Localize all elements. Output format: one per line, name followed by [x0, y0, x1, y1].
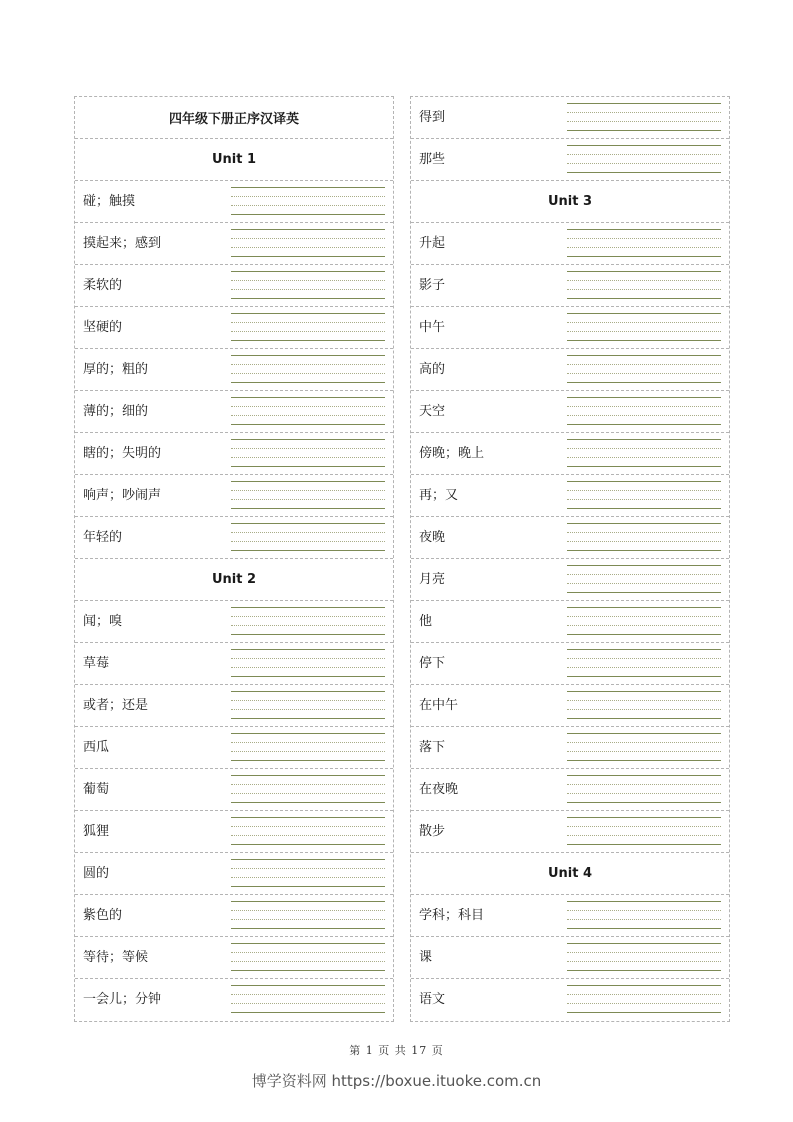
- vocab-row: [75, 853, 393, 895]
- guide-line: [231, 196, 385, 197]
- guide-line: [567, 817, 721, 818]
- guide-line: [567, 289, 721, 290]
- vocab-row: [75, 517, 393, 559]
- guide-line: [567, 1012, 721, 1013]
- answer-writing-lines[interactable]: [567, 727, 721, 768]
- guide-line: [231, 457, 385, 458]
- guide-line: [231, 271, 385, 272]
- guide-line: [567, 340, 721, 341]
- vocab-row: [75, 433, 393, 475]
- guide-line: [567, 835, 721, 836]
- answer-writing-lines[interactable]: [231, 601, 385, 642]
- guide-line: [567, 238, 721, 239]
- guide-line: [567, 928, 721, 929]
- guide-line: [567, 163, 721, 164]
- guide-line: [567, 919, 721, 920]
- guide-line: [231, 802, 385, 803]
- guide-line: [567, 364, 721, 365]
- chinese-term: 狐狸: [83, 824, 110, 839]
- answer-writing-lines[interactable]: [567, 811, 721, 852]
- right-vocab-table: [410, 96, 730, 1022]
- answer-writing-lines[interactable]: [231, 727, 385, 768]
- guide-line: [567, 691, 721, 692]
- guide-line: [231, 961, 385, 962]
- guide-line: [231, 238, 385, 239]
- answer-writing-lines[interactable]: [567, 685, 721, 726]
- guide-line: [231, 910, 385, 911]
- vocab-row: [411, 601, 729, 643]
- guide-line: [567, 751, 721, 752]
- chinese-term: 他: [419, 614, 433, 629]
- guide-line: [231, 928, 385, 929]
- guide-line: [567, 658, 721, 659]
- answer-writing-lines[interactable]: [231, 223, 385, 264]
- guide-line: [567, 103, 721, 104]
- guide-line: [567, 1003, 721, 1004]
- chinese-term: 摸起来；感到: [83, 236, 162, 251]
- chinese-term: 厚的；粗的: [83, 362, 149, 377]
- answer-writing-lines[interactable]: [231, 475, 385, 516]
- chinese-term: 响声；吵闹声: [83, 488, 162, 503]
- guide-line: [231, 373, 385, 374]
- guide-line: [231, 676, 385, 677]
- guide-line: [567, 952, 721, 953]
- chinese-term: 或者；还是: [83, 698, 149, 713]
- vocab-row: [75, 769, 393, 811]
- chinese-term: 再；又: [419, 488, 459, 503]
- guide-line: [231, 280, 385, 281]
- guide-line: [231, 355, 385, 356]
- vocab-row: [75, 685, 393, 727]
- answer-writing-lines[interactable]: [567, 559, 721, 600]
- guide-line: [231, 952, 385, 953]
- guide-line: [567, 550, 721, 551]
- guide-line: [567, 121, 721, 122]
- guide-line: [231, 382, 385, 383]
- answer-writing-lines[interactable]: [231, 391, 385, 432]
- guide-line: [231, 364, 385, 365]
- guide-line: [231, 205, 385, 206]
- guide-line: [231, 247, 385, 248]
- unit-header: Unit 3: [411, 181, 729, 223]
- guide-line: [231, 1003, 385, 1004]
- guide-line: [231, 859, 385, 860]
- guide-line: [567, 565, 721, 566]
- guide-line: [231, 868, 385, 869]
- guide-line: [567, 481, 721, 482]
- guide-line: [567, 499, 721, 500]
- guide-line: [567, 676, 721, 677]
- chinese-term: 影子: [419, 278, 446, 293]
- guide-line: [567, 424, 721, 425]
- chinese-term: 高的: [419, 362, 446, 377]
- guide-line: [567, 112, 721, 113]
- guide-line: [567, 970, 721, 971]
- vocab-row: [75, 601, 393, 643]
- guide-line: [231, 439, 385, 440]
- guide-line: [567, 271, 721, 272]
- answer-writing-lines[interactable]: [567, 895, 721, 936]
- guide-line: [567, 466, 721, 467]
- vocab-row: [411, 643, 729, 685]
- guide-line: [231, 919, 385, 920]
- answer-writing-lines[interactable]: [567, 223, 721, 264]
- vocab-row: [75, 475, 393, 517]
- guide-line: [567, 826, 721, 827]
- chinese-term: 语文: [419, 992, 446, 1007]
- guide-line: [231, 649, 385, 650]
- guide-line: [231, 877, 385, 878]
- chinese-term: 在中午: [419, 698, 459, 713]
- guide-line: [231, 835, 385, 836]
- chinese-term: 升起: [419, 236, 446, 251]
- answer-writing-lines[interactable]: [231, 937, 385, 978]
- answer-writing-lines[interactable]: [231, 895, 385, 936]
- answer-writing-lines[interactable]: [567, 601, 721, 642]
- chinese-term: 圆的: [83, 866, 110, 881]
- answer-writing-lines[interactable]: [567, 433, 721, 474]
- answer-writing-lines[interactable]: [567, 937, 721, 978]
- chinese-term: 学科；科目: [419, 908, 485, 923]
- guide-line: [567, 373, 721, 374]
- guide-line: [567, 532, 721, 533]
- guide-line: [231, 340, 385, 341]
- vocab-row: [75, 643, 393, 685]
- guide-line: [231, 793, 385, 794]
- page-indicator: 第 1 页 共 17 页: [349, 1044, 444, 1057]
- answer-writing-lines[interactable]: [231, 811, 385, 852]
- guide-line: [231, 667, 385, 668]
- guide-line: [231, 448, 385, 449]
- guide-line: [567, 844, 721, 845]
- vocab-row: [411, 895, 729, 937]
- chinese-term: 坚硬的: [83, 320, 123, 335]
- answer-writing-lines[interactable]: [231, 181, 385, 222]
- chinese-term: 紫色的: [83, 908, 123, 923]
- guide-line: [231, 1012, 385, 1013]
- guide-line: [231, 397, 385, 398]
- guide-line: [567, 649, 721, 650]
- vocab-row: [411, 223, 729, 265]
- answer-writing-lines[interactable]: [231, 433, 385, 474]
- guide-line: [567, 313, 721, 314]
- chinese-term: 傍晚；晚上: [419, 446, 485, 461]
- guide-line: [567, 541, 721, 542]
- vocab-row: [411, 265, 729, 307]
- vocab-row: [411, 433, 729, 475]
- answer-writing-lines[interactable]: [231, 685, 385, 726]
- vocab-row: [411, 979, 729, 1021]
- guide-line: [567, 130, 721, 131]
- chinese-term: 落下: [419, 740, 446, 755]
- chinese-term: 散步: [419, 824, 446, 839]
- guide-line: [567, 382, 721, 383]
- guide-line: [231, 607, 385, 608]
- guide-line: [567, 322, 721, 323]
- guide-line: [231, 775, 385, 776]
- guide-line: [231, 406, 385, 407]
- guide-line: [567, 457, 721, 458]
- vocab-row: [411, 727, 729, 769]
- answer-writing-lines[interactable]: [231, 307, 385, 348]
- guide-line: [231, 466, 385, 467]
- guide-line: [567, 910, 721, 911]
- guide-line: [567, 961, 721, 962]
- guide-line: [231, 625, 385, 626]
- guide-line: [231, 709, 385, 710]
- vocab-row: [75, 979, 393, 1021]
- guide-line: [231, 634, 385, 635]
- guide-line: [231, 760, 385, 761]
- guide-line: [231, 499, 385, 500]
- guide-line: [231, 985, 385, 986]
- vocab-row: [75, 181, 393, 223]
- guide-line: [231, 298, 385, 299]
- document-title: 四年级下册正序汉译英: [75, 97, 393, 139]
- vocab-row: [411, 559, 729, 601]
- guide-line: [567, 298, 721, 299]
- guide-line: [231, 214, 385, 215]
- guide-line: [567, 943, 721, 944]
- guide-line: [567, 523, 721, 524]
- guide-line: [567, 709, 721, 710]
- guide-line: [231, 733, 385, 734]
- guide-line: [567, 802, 721, 803]
- chinese-term: 停下: [419, 656, 446, 671]
- chinese-term: 碰；触摸: [83, 194, 136, 209]
- guide-line: [231, 532, 385, 533]
- answer-writing-lines[interactable]: [567, 307, 721, 348]
- vocab-row: [75, 811, 393, 853]
- guide-line: [567, 718, 721, 719]
- answer-writing-lines[interactable]: [567, 139, 721, 180]
- vocab-row: [75, 223, 393, 265]
- chinese-term: 课: [419, 950, 433, 965]
- chinese-term: 一会儿；分钟: [83, 992, 162, 1007]
- guide-line: [567, 355, 721, 356]
- answer-writing-lines[interactable]: [231, 349, 385, 390]
- chinese-term: 月亮: [419, 572, 446, 587]
- chinese-term: 西瓜: [83, 740, 110, 755]
- guide-line: [567, 145, 721, 146]
- left-vocab-table: [74, 96, 394, 1022]
- guide-line: [567, 700, 721, 701]
- guide-line: [231, 313, 385, 314]
- vocab-row: [411, 391, 729, 433]
- vocab-row: [411, 349, 729, 391]
- chinese-term: 闻；嗅: [83, 614, 123, 629]
- unit-header: Unit 2: [75, 559, 393, 601]
- answer-writing-lines[interactable]: [231, 853, 385, 894]
- guide-line: [231, 424, 385, 425]
- vocab-row: [411, 139, 729, 181]
- vocab-row: [75, 727, 393, 769]
- answer-writing-lines[interactable]: [231, 979, 385, 1020]
- guide-line: [567, 331, 721, 332]
- guide-line: [231, 700, 385, 701]
- vocab-row: [75, 391, 393, 433]
- unit-header: Unit 1: [75, 139, 393, 181]
- answer-writing-lines[interactable]: [231, 769, 385, 810]
- guide-line: [231, 415, 385, 416]
- answer-writing-lines[interactable]: [567, 349, 721, 390]
- guide-line: [567, 634, 721, 635]
- guide-line: [567, 793, 721, 794]
- vocab-row: [411, 475, 729, 517]
- guide-line: [567, 448, 721, 449]
- chinese-term: 瞎的；失明的: [83, 446, 162, 461]
- chinese-term: 那些: [419, 152, 446, 167]
- vocab-row: [75, 265, 393, 307]
- vocab-row: [411, 937, 729, 979]
- answer-writing-lines[interactable]: [567, 517, 721, 558]
- guide-line: [567, 784, 721, 785]
- answer-writing-lines[interactable]: [567, 391, 721, 432]
- guide-line: [231, 616, 385, 617]
- guide-line: [231, 691, 385, 692]
- guide-line: [567, 280, 721, 281]
- guide-line: [231, 826, 385, 827]
- guide-line: [567, 229, 721, 230]
- guide-line: [567, 775, 721, 776]
- guide-line: [231, 550, 385, 551]
- answer-writing-lines[interactable]: [567, 265, 721, 306]
- guide-line: [567, 583, 721, 584]
- chinese-term: 得到: [419, 110, 446, 125]
- vocab-row: [411, 811, 729, 853]
- guide-line: [567, 508, 721, 509]
- guide-line: [567, 256, 721, 257]
- guide-line: [231, 970, 385, 971]
- guide-line: [567, 406, 721, 407]
- guide-line: [567, 994, 721, 995]
- guide-line: [567, 901, 721, 902]
- guide-line: [231, 481, 385, 482]
- vocab-row: [411, 307, 729, 349]
- watermark-url: 博学资料网 https://boxue.ituoke.com.cn: [251, 1072, 542, 1090]
- guide-line: [567, 397, 721, 398]
- guide-line: [231, 901, 385, 902]
- guide-line: [231, 742, 385, 743]
- guide-line: [231, 256, 385, 257]
- guide-line: [231, 541, 385, 542]
- vocab-row: [75, 307, 393, 349]
- guide-line: [231, 844, 385, 845]
- guide-line: [567, 733, 721, 734]
- guide-line: [567, 742, 721, 743]
- answer-writing-lines[interactable]: [567, 97, 721, 138]
- chinese-term: 薄的；细的: [83, 404, 149, 419]
- guide-line: [231, 322, 385, 323]
- chinese-term: 中午: [419, 320, 446, 335]
- answer-writing-lines[interactable]: [231, 517, 385, 558]
- guide-line: [567, 607, 721, 608]
- vocab-row: [75, 895, 393, 937]
- guide-line: [567, 490, 721, 491]
- guide-line: [567, 574, 721, 575]
- guide-line: [567, 625, 721, 626]
- guide-line: [231, 718, 385, 719]
- vocab-row: [411, 517, 729, 559]
- chinese-term: 葡萄: [83, 782, 110, 797]
- guide-line: [231, 187, 385, 188]
- vocab-row: [411, 97, 729, 139]
- guide-line: [567, 616, 721, 617]
- vocab-row: [411, 685, 729, 727]
- answer-writing-lines[interactable]: [567, 643, 721, 684]
- guide-line: [231, 784, 385, 785]
- guide-line: [231, 751, 385, 752]
- guide-line: [567, 172, 721, 173]
- unit-header: Unit 4: [411, 853, 729, 895]
- answer-writing-lines[interactable]: [567, 979, 721, 1020]
- vocab-row: [75, 937, 393, 979]
- chinese-term: 天空: [419, 404, 446, 419]
- vocab-row: [411, 769, 729, 811]
- guide-line: [231, 943, 385, 944]
- vocab-row: [75, 349, 393, 391]
- guide-line: [231, 817, 385, 818]
- guide-line: [231, 508, 385, 509]
- answer-writing-lines[interactable]: [231, 643, 385, 684]
- guide-line: [231, 229, 385, 230]
- chinese-term: 等待；等候: [83, 950, 149, 965]
- guide-line: [567, 415, 721, 416]
- guide-line: [567, 439, 721, 440]
- guide-line: [231, 289, 385, 290]
- guide-line: [231, 994, 385, 995]
- answer-writing-lines[interactable]: [567, 769, 721, 810]
- chinese-term: 在夜晚: [419, 782, 459, 797]
- guide-line: [567, 667, 721, 668]
- guide-line: [231, 886, 385, 887]
- chinese-term: 夜晚: [419, 530, 446, 545]
- guide-line: [231, 658, 385, 659]
- guide-line: [567, 760, 721, 761]
- chinese-term: 草莓: [83, 656, 110, 671]
- guide-line: [231, 331, 385, 332]
- guide-line: [567, 985, 721, 986]
- guide-line: [231, 490, 385, 491]
- guide-line: [231, 523, 385, 524]
- chinese-term: 年轻的: [83, 530, 123, 545]
- answer-writing-lines[interactable]: [231, 265, 385, 306]
- answer-writing-lines[interactable]: [567, 475, 721, 516]
- guide-line: [567, 247, 721, 248]
- chinese-term: 柔软的: [83, 278, 123, 293]
- guide-line: [567, 592, 721, 593]
- guide-line: [567, 154, 721, 155]
